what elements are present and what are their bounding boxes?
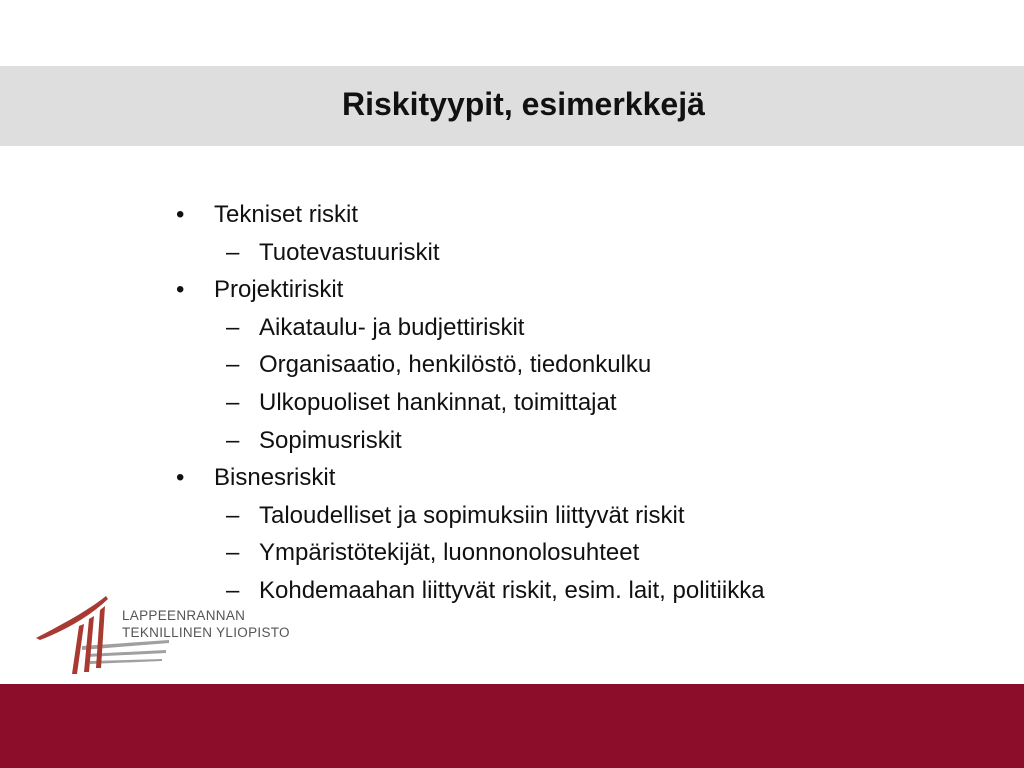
dash-icon: – — [226, 238, 240, 266]
logo-arc — [36, 596, 108, 640]
list-item-text: Tuotevastuuriskit — [259, 238, 440, 266]
list-item-text: Bisnesriskit — [214, 464, 336, 492]
list-item — [170, 459, 765, 497]
logo-streak — [82, 640, 169, 650]
bullet-list — [170, 196, 765, 610]
list-item — [170, 384, 765, 422]
university-name-line2: TEKNILLINEN YLIOPISTO — [122, 625, 290, 640]
list-item — [170, 234, 765, 272]
bullet-icon: • — [176, 201, 185, 228]
dash-icon: – — [226, 576, 240, 604]
list-item — [170, 271, 765, 309]
list-item — [170, 534, 765, 572]
bullet-icon: • — [176, 276, 185, 304]
list-item — [170, 422, 765, 460]
list-item-text: Sopimusriskit — [259, 426, 402, 454]
dash-icon: – — [226, 501, 240, 529]
logo-column — [96, 606, 105, 668]
dash-icon: – — [226, 351, 240, 379]
list-item — [170, 572, 765, 610]
list-item-text: Ulkopuoliset hankinnat, toimittajat — [259, 388, 617, 416]
list-item — [170, 309, 765, 347]
bullet-icon: • — [176, 464, 185, 492]
list-item-text: Aikataulu- ja budjettiriskit — [259, 313, 525, 341]
list-item-text: Organisaatio, henkilöstö, tiedonkulku — [259, 351, 652, 379]
dash-icon: – — [226, 426, 240, 454]
slide-title: Riskityypit, esimerkkejä — [342, 86, 705, 122]
list-item-text: Taloudelliset ja sopimuksiin liittyvät riskit — [259, 501, 685, 529]
list-item — [170, 346, 765, 384]
dash-icon: – — [226, 539, 240, 567]
dash-icon: – — [226, 313, 240, 341]
university-name-line1: LAPPEENRANNAN — [122, 608, 246, 623]
footer-band — [0, 684, 1024, 768]
list-item — [170, 196, 765, 234]
list-item-text: Projektiriskit — [214, 276, 344, 304]
list-item-text: Ympäristötekijät, luonnonolosuhteet — [259, 539, 640, 567]
list-item — [170, 497, 765, 535]
list-item-text: Tekniset riskit — [214, 201, 359, 228]
dash-icon: – — [226, 388, 240, 416]
university-name — [122, 607, 290, 641]
list-item-text: Kohdemaahan liittyvät riskit, esim. lait, politiikka — [259, 576, 765, 604]
